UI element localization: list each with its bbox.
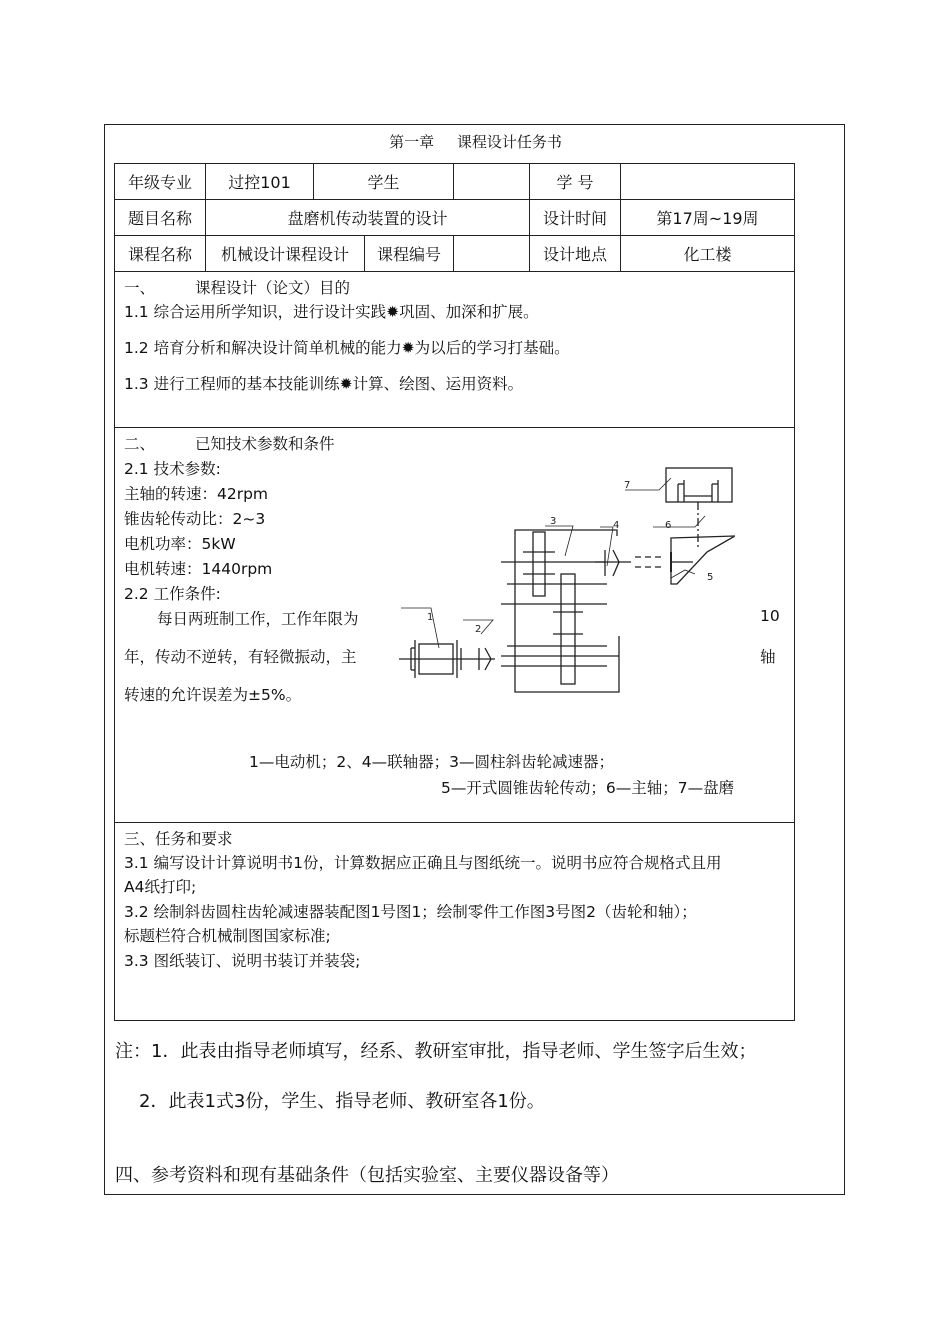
task-line: 3.2 绘制斜齿圆柱齿轮减速器装配图1号图1；绘制零件工作图3号图2（齿轮和轴）； — [124, 903, 697, 921]
gear-reducer-icon — [501, 530, 619, 692]
task-document — [104, 124, 845, 1195]
diagram-label: 6 — [665, 520, 672, 531]
diagram-label: 1 — [427, 612, 434, 623]
note-1: 注：1．此表由指导老师填写，经系、教研室审批，指导老师、学生签字后生效； — [115, 1041, 757, 1062]
condition-line: 每日两班制工作，工作年限为 — [157, 610, 359, 628]
task-line: A4纸打印; — [124, 878, 197, 896]
student-value — [453, 163, 529, 199]
section-objectives — [114, 271, 795, 427]
condition-line-end: 10 — [760, 607, 780, 625]
grade-major-label: 年级专业 — [114, 163, 205, 199]
course-code-label: 课程编号 — [364, 235, 453, 271]
section2-heading: 二、 已知技术参数和条件 — [124, 435, 335, 453]
condition-line: 转速的允许误差为±5%。 — [124, 686, 302, 704]
table-row — [114, 199, 795, 235]
topic-label: 题目名称 — [114, 199, 205, 235]
task-line: 标题栏符合机械制图国家标准; — [124, 927, 331, 945]
section-tasks — [114, 822, 795, 1021]
course-label: 课程名称 — [114, 235, 205, 271]
document-title: 第一章 课程设计任务书 — [389, 133, 562, 151]
param-motor-power: 电机功率：5kW — [124, 535, 236, 553]
param-spindle-speed: 主轴的转速：42rpm — [124, 485, 269, 503]
diagram-label: 7 — [624, 480, 631, 491]
section1-heading: 一、 课程设计（论文）目的 — [124, 279, 351, 297]
work-conditions-heading: 2.2 工作条件: — [124, 585, 221, 603]
grade-major-value: 过控101 — [205, 163, 313, 199]
table-row — [114, 163, 795, 199]
section3-heading: 三、任务和要求 — [124, 830, 233, 848]
param-motor-speed: 电机转速：1440rpm — [124, 560, 273, 578]
param-bevel-ratio: 锥齿轮传动比：2~3 — [124, 510, 266, 528]
topic-value: 盘磨机传动装置的设计 — [205, 199, 529, 235]
objective-item: 1.1 综合运用所学知识，进行设计实践✹巩固、加深和扩展。 — [124, 303, 539, 321]
task-line: 3.3 图纸装订、说明书装订并装袋; — [124, 952, 361, 970]
bevel-gear-icon — [671, 536, 735, 584]
section4-heading: 四、参考资料和现有基础条件（包括实验室、主要仪器设备等） — [115, 1165, 619, 1186]
condition-line: 年，传动不逆转，有轻微振动，主 — [124, 648, 357, 666]
objective-item: 1.2 培育分析和解决设计简单机械的能力✹为以后的学习打基础。 — [124, 339, 570, 357]
table-row — [114, 235, 795, 271]
diagram-label: 2 — [475, 624, 482, 635]
objective-item: 1.3 进行工程师的基本技能训练✹计算、绘图、运用资料。 — [124, 375, 524, 393]
course-value: 机械设计课程设计 — [205, 235, 364, 271]
diagram-label: 5 — [707, 572, 714, 583]
student-label: 学生 — [313, 163, 453, 199]
diagram-label: 3 — [550, 516, 557, 527]
transmission-diagram — [395, 456, 735, 696]
motor-icon — [399, 640, 495, 678]
coupling-icon — [595, 550, 631, 576]
student-id-label: 学 号 — [529, 163, 620, 199]
diagram-legend-line1: 1—电动机；2、4—联轴器；3—圆柱斜齿轮减速器； — [249, 753, 614, 771]
course-code-value — [453, 235, 529, 271]
student-id-value — [620, 163, 795, 199]
task-line: 3.1 编写设计计算说明书1份，计算数据应正确且与图纸统一。说明书应符合规格式且用 — [124, 854, 722, 872]
diagram-legend-line2: 5—开式圆锥齿轮传动；6—主轴；7—盘磨 — [441, 779, 735, 797]
note-2: 2．此表1式3份，学生、指导老师、教研室各1份。 — [139, 1091, 545, 1112]
design-place-value: 化工楼 — [620, 235, 795, 271]
section-parameters — [114, 427, 795, 822]
design-place-label: 设计地点 — [529, 235, 620, 271]
design-time-label: 设计时间 — [529, 199, 620, 235]
condition-line-end: 轴 — [760, 648, 776, 666]
tech-params-heading: 2.1 技术参数: — [124, 460, 221, 478]
design-time-value: 第17周~19周 — [620, 199, 795, 235]
diagram-label: 4 — [613, 520, 620, 531]
